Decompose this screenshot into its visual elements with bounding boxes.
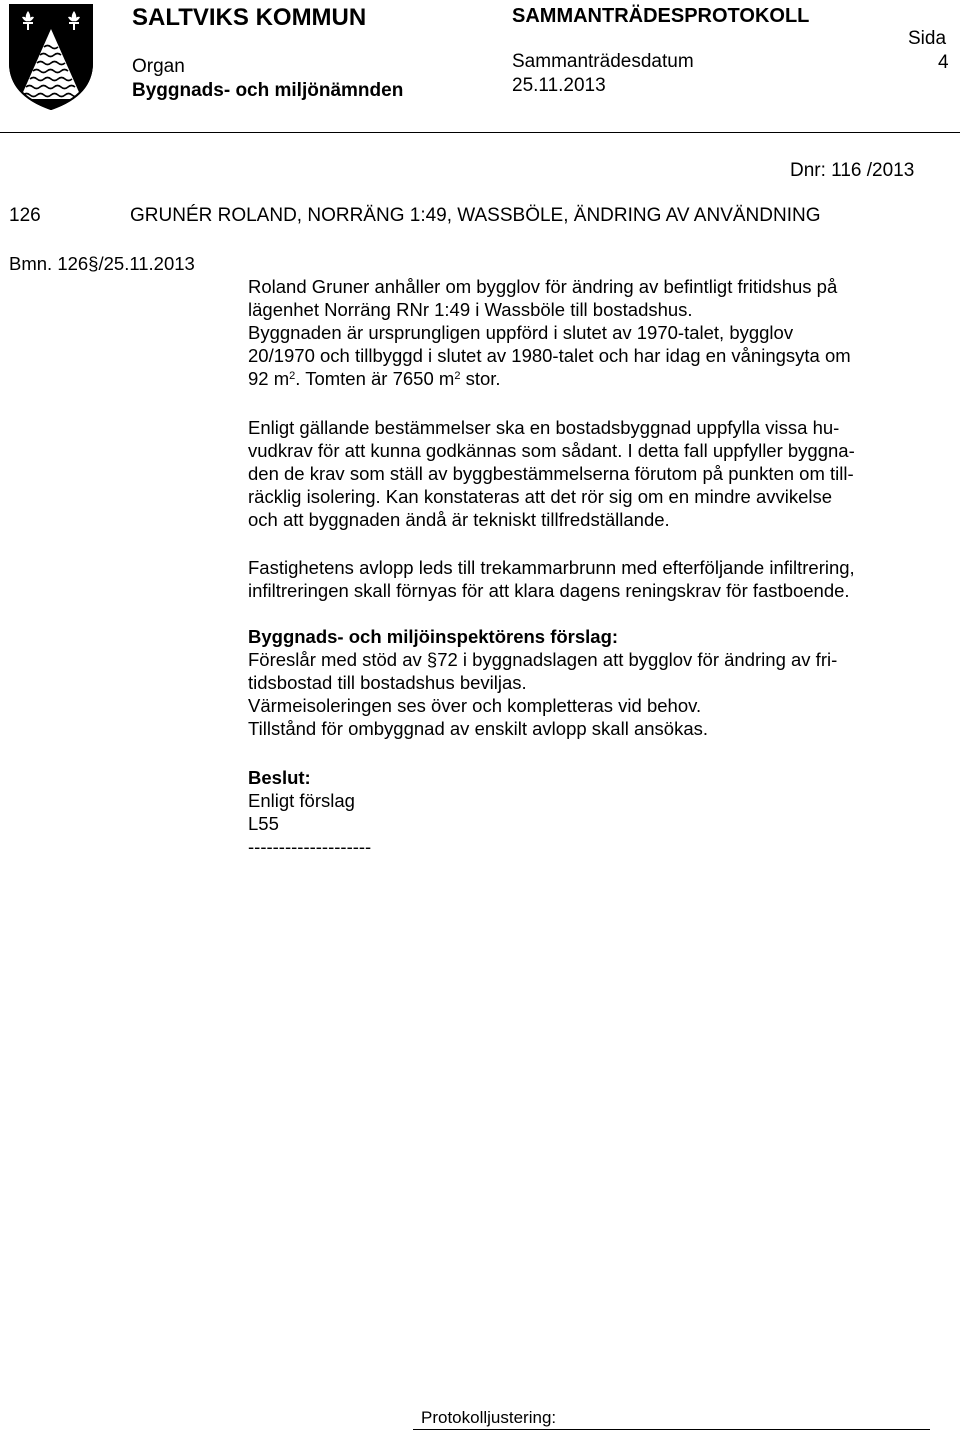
text-line: Föreslår med stöd av §72 i byggnadslagen att bygglov för ändring av fri- (248, 649, 838, 670)
organ-label: Organ (132, 56, 185, 77)
text-end: stor. (460, 368, 501, 389)
dnr-number: Dnr: 116 /2013 (790, 160, 915, 181)
meeting-date-label: Sammanträdesdatum (512, 51, 694, 72)
text-line: Enligt förslag (248, 790, 355, 811)
text-line: Byggnaden är ursprungligen uppförd i slutet av 1970-talet, bygglov (248, 322, 794, 343)
header-divider (0, 132, 960, 133)
page-label: Sida (908, 28, 947, 49)
section-number: 126 (9, 205, 41, 226)
text-line: L55 (248, 813, 279, 834)
text-line: Tillstånd för ombyggnad av enskilt avlopp skall ansökas. (248, 718, 708, 739)
superscript: 2 (454, 370, 461, 382)
text-line: Enligt gällande bestämmelser ska en bostadsbyggnad uppfylla vissa hu- (248, 417, 840, 438)
text-line-with-area (248, 367, 938, 390)
text-line: infiltreringen skall förnyas för att klara dagens reningskrav för fastboende. (248, 580, 850, 601)
text-line: räcklig isolering. Kan konstateras att det rör sig om en mindre avvikelse (248, 486, 833, 507)
proposal-section (248, 625, 938, 740)
text-line: den de krav som ställ av byggbestämmelserna förutom på punkten om till- (248, 463, 854, 484)
text-line: 20/1970 och tillbyggd i slutet av 1980-talet och har idag en våningsyta om (248, 345, 851, 366)
document-type: SAMMANTRÄDESPROTOKOLL (512, 5, 810, 27)
living-area-text: 92 m (248, 368, 290, 389)
text-line: och att byggnaden ändå är tekniskt tillfredställande. (248, 509, 670, 530)
organ-value: Byggnads- och miljönämnden (132, 80, 404, 101)
decision-section (248, 766, 938, 858)
footer-divider (413, 1429, 930, 1430)
text-line: vudkrav för att kunna godkännas som sådant. I detta fall uppfyller byggna- (248, 440, 855, 461)
bmn-reference: Bmn. 126§/25.11.2013 (9, 253, 195, 274)
text-line: Värmeisoleringen ses över och kompletteras vid behov. (248, 695, 702, 716)
text-line: Fastighetens avlopp leds till trekammarbrunn med efterföljande infiltrering, (248, 557, 855, 578)
paragraph-regulations (248, 416, 938, 531)
paragraph-background (248, 275, 938, 390)
plot-area-text: . Tomten är 7650 m (295, 368, 455, 389)
page-number: 4 (938, 52, 949, 73)
municipality-coat-of-arms-logo (8, 3, 94, 111)
protocol-check-label: Protokolljustering: (421, 1408, 557, 1427)
municipality-name: SALTVIKS KOMMUN (132, 4, 367, 31)
superscript: 2 (289, 370, 296, 382)
proposal-heading: Byggnads- och miljöinspektörens förslag: (248, 626, 619, 647)
paragraph-sewage (248, 556, 938, 602)
decision-heading: Beslut: (248, 767, 311, 788)
text-line: lägenhet Norräng RNr 1:49 i Wassböle till bostadshus. (248, 299, 693, 320)
text-line: -------------------- (248, 836, 372, 857)
meeting-date-value: 25.11.2013 (512, 75, 606, 96)
case-title: GRUNÉR ROLAND, NORRÄNG 1:49, WASSBÖLE, ÄNDRING AV ANVÄNDNING (130, 205, 821, 226)
text-line: tidsbostad till bostadshus beviljas. (248, 672, 527, 693)
text-line: Roland Gruner anhåller om bygglov för ändring av befintligt fritidshus på (248, 276, 838, 297)
